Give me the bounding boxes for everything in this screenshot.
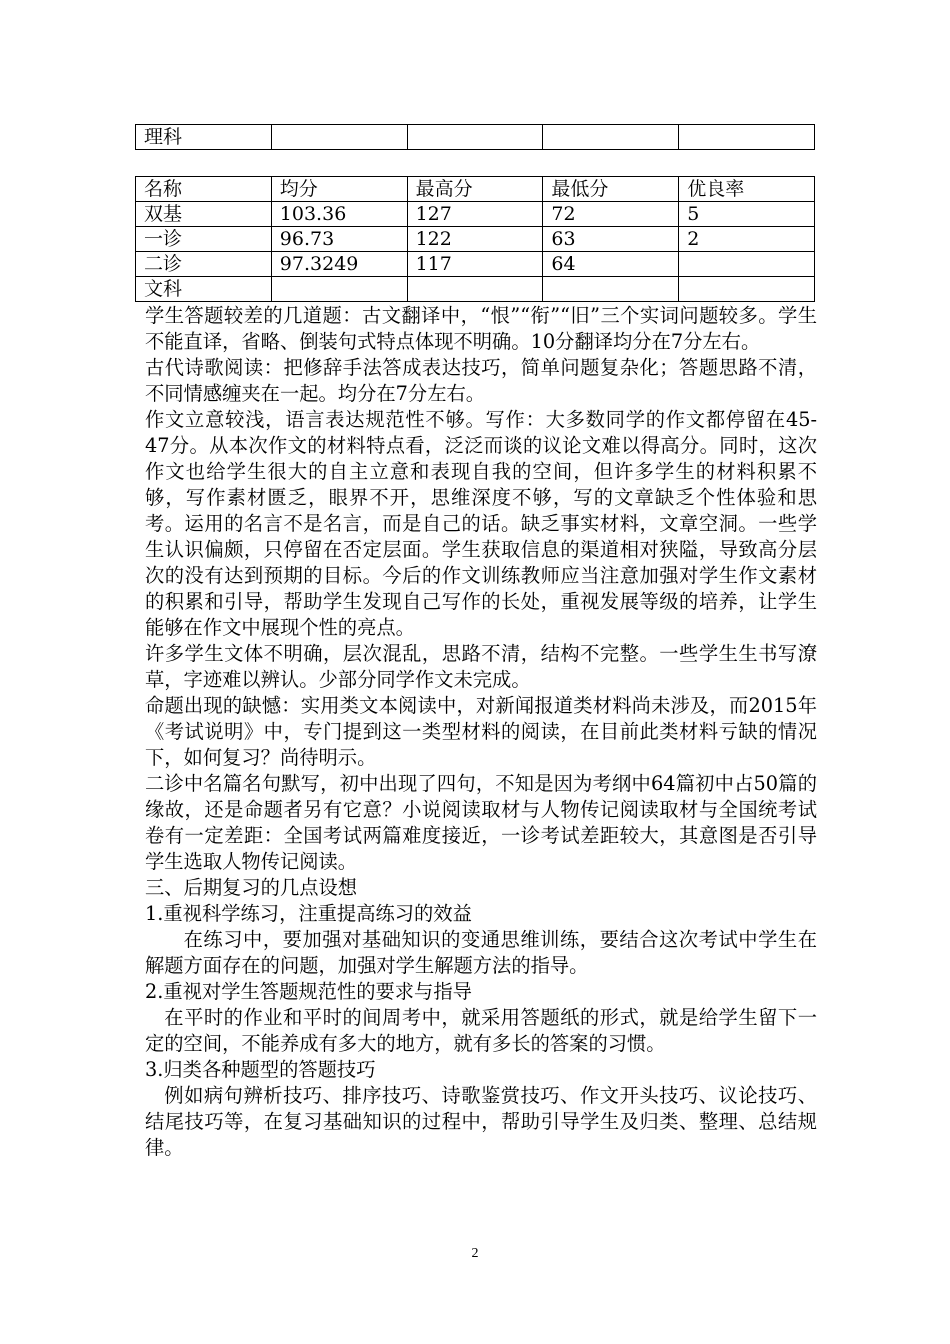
table-cell — [271, 125, 407, 150]
page-number: 2 — [471, 1246, 479, 1261]
paragraph: 作文立意较浅，语言表达规范性不够。写作：大多数同学的作文都停留在45-47分。从本次作文的材料特点看，泛泛而谈的议论文难以得高分。同时，这次作文也给学生很大的自主立意和表现自我的空间，但许多学生的材料积累不够，写作素材匮乏，眼界不开，思维深度不够，写的文章缺乏个性体验和思考。运用的名言不是名言，而是自己的话。缺乏事实材料，文章空洞。一些学生认识偏颇，只停留在否定层面。学生获取信息的渠道相对狭隘，导致高分层次的没有达到预期的目标。今后的作文训练教师应当注意加强对学生作文素材的积累和引导，帮助学生发现自己写作的长处，重视发展等级的培养，让学生能够在作文中展现个性的亮点。 — [145, 408, 817, 639]
table-cell: 63 — [543, 227, 679, 252]
table-cell — [543, 125, 679, 150]
table-cell: 二诊 — [136, 252, 272, 277]
score-table — [135, 176, 815, 302]
table-cell: 96.73 — [271, 227, 407, 252]
paragraph: 在平时的作业和平时的间周考中，就采用答题纸的形式，就是给学生留下一定的空间，不能养成有多大的地方，就有多长的答案的习惯。 — [145, 1006, 817, 1055]
paragraph: 命题出现的缺憾：实用类文本阅读中，对新闻报道类材料尚未涉及，而2015年《考试说明》中，专门提到这一类型材料的阅读，在目前此类材料亏缺的情况下，如何复习？尚待明示。 — [145, 694, 817, 769]
table-row — [136, 277, 815, 302]
header-cell: 最高分 — [407, 177, 543, 202]
paragraph: 例如病句辨析技巧、排序技巧、诗歌鉴赏技巧、作文开头技巧、议论技巧、结尾技巧等，在复习基础知识的过程中，帮助引导学生及归类、整理、总结规律。 — [145, 1084, 817, 1159]
table-cell: 122 — [407, 227, 543, 252]
table-cell: 理科 — [136, 125, 272, 150]
paragraph: 在练习中，要加强对基础知识的变通思维训练，要结合这次考试中学生在解题方面存在的问题，加强对学生解题方法的指导。 — [145, 928, 817, 977]
table-cell: 64 — [543, 252, 679, 277]
table-cell: 117 — [407, 252, 543, 277]
table-cell: 一诊 — [136, 227, 272, 252]
table-row — [136, 252, 815, 277]
table-cell — [407, 277, 543, 302]
table-cell — [543, 277, 679, 302]
table-cell: 2 — [679, 227, 815, 252]
subheading: 3.归类各种题型的答题技巧 — [145, 1058, 376, 1081]
table-row — [136, 227, 815, 252]
header-cell: 优良率 — [679, 177, 815, 202]
paragraph: 二诊中名篇名句默写，初中出现了四句，不知是因为考纲中64篇初中占50篇的缘故，还是命题者另有它意？小说阅读取材与人物传记阅读取材与全国统考试卷有一定差距：全国考试两篇难度接近，一诊考试差距较大，其意图是否引导学生选取人物传记阅读。 — [145, 772, 817, 873]
table-cell — [679, 125, 815, 150]
body-text — [145, 303, 817, 1161]
top-table — [135, 124, 815, 150]
table-cell: 97.3249 — [271, 252, 407, 277]
table-cell — [407, 125, 543, 150]
table-cell: 72 — [543, 202, 679, 227]
table-cell — [271, 277, 407, 302]
table-cell: 103.36 — [271, 202, 407, 227]
subheading: 2.重视对学生答题规范性的要求与指导 — [145, 980, 472, 1003]
paragraph: 许多学生文体不明确，层次混乱，思路不清，结构不完整。一些学生生书写潦草，字迹难以辨认。少部分同学作文未完成。 — [145, 642, 817, 691]
header-cell: 名称 — [136, 177, 272, 202]
section-heading: 三、后期复习的几点设想 — [145, 876, 358, 899]
table-row — [136, 202, 815, 227]
header-cell: 均分 — [271, 177, 407, 202]
table-cell: 双基 — [136, 202, 272, 227]
table-row — [136, 125, 815, 150]
paragraph: 古代诗歌阅读：把修辞手法答成表达技巧，简单问题复杂化；答题思路不清，不同情感缠夹在一起。均分在7分左右。 — [145, 356, 817, 405]
table-cell: 文科 — [136, 277, 272, 302]
header-cell: 最低分 — [543, 177, 679, 202]
table-cell: 5 — [679, 202, 815, 227]
table-cell — [679, 277, 815, 302]
paragraph: 学生答题较差的几道题：古文翻译中，“恨”“衔”“旧”三个实词问题较多。学生不能直译，省略、倒装句式特点体现不明确。10分翻译均分在7分左右。 — [145, 304, 817, 353]
table-cell — [679, 252, 815, 277]
table-header-row — [136, 177, 815, 202]
table-cell: 127 — [407, 202, 543, 227]
subheading: 1.重视科学练习，注重提高练习的效益 — [145, 902, 472, 925]
